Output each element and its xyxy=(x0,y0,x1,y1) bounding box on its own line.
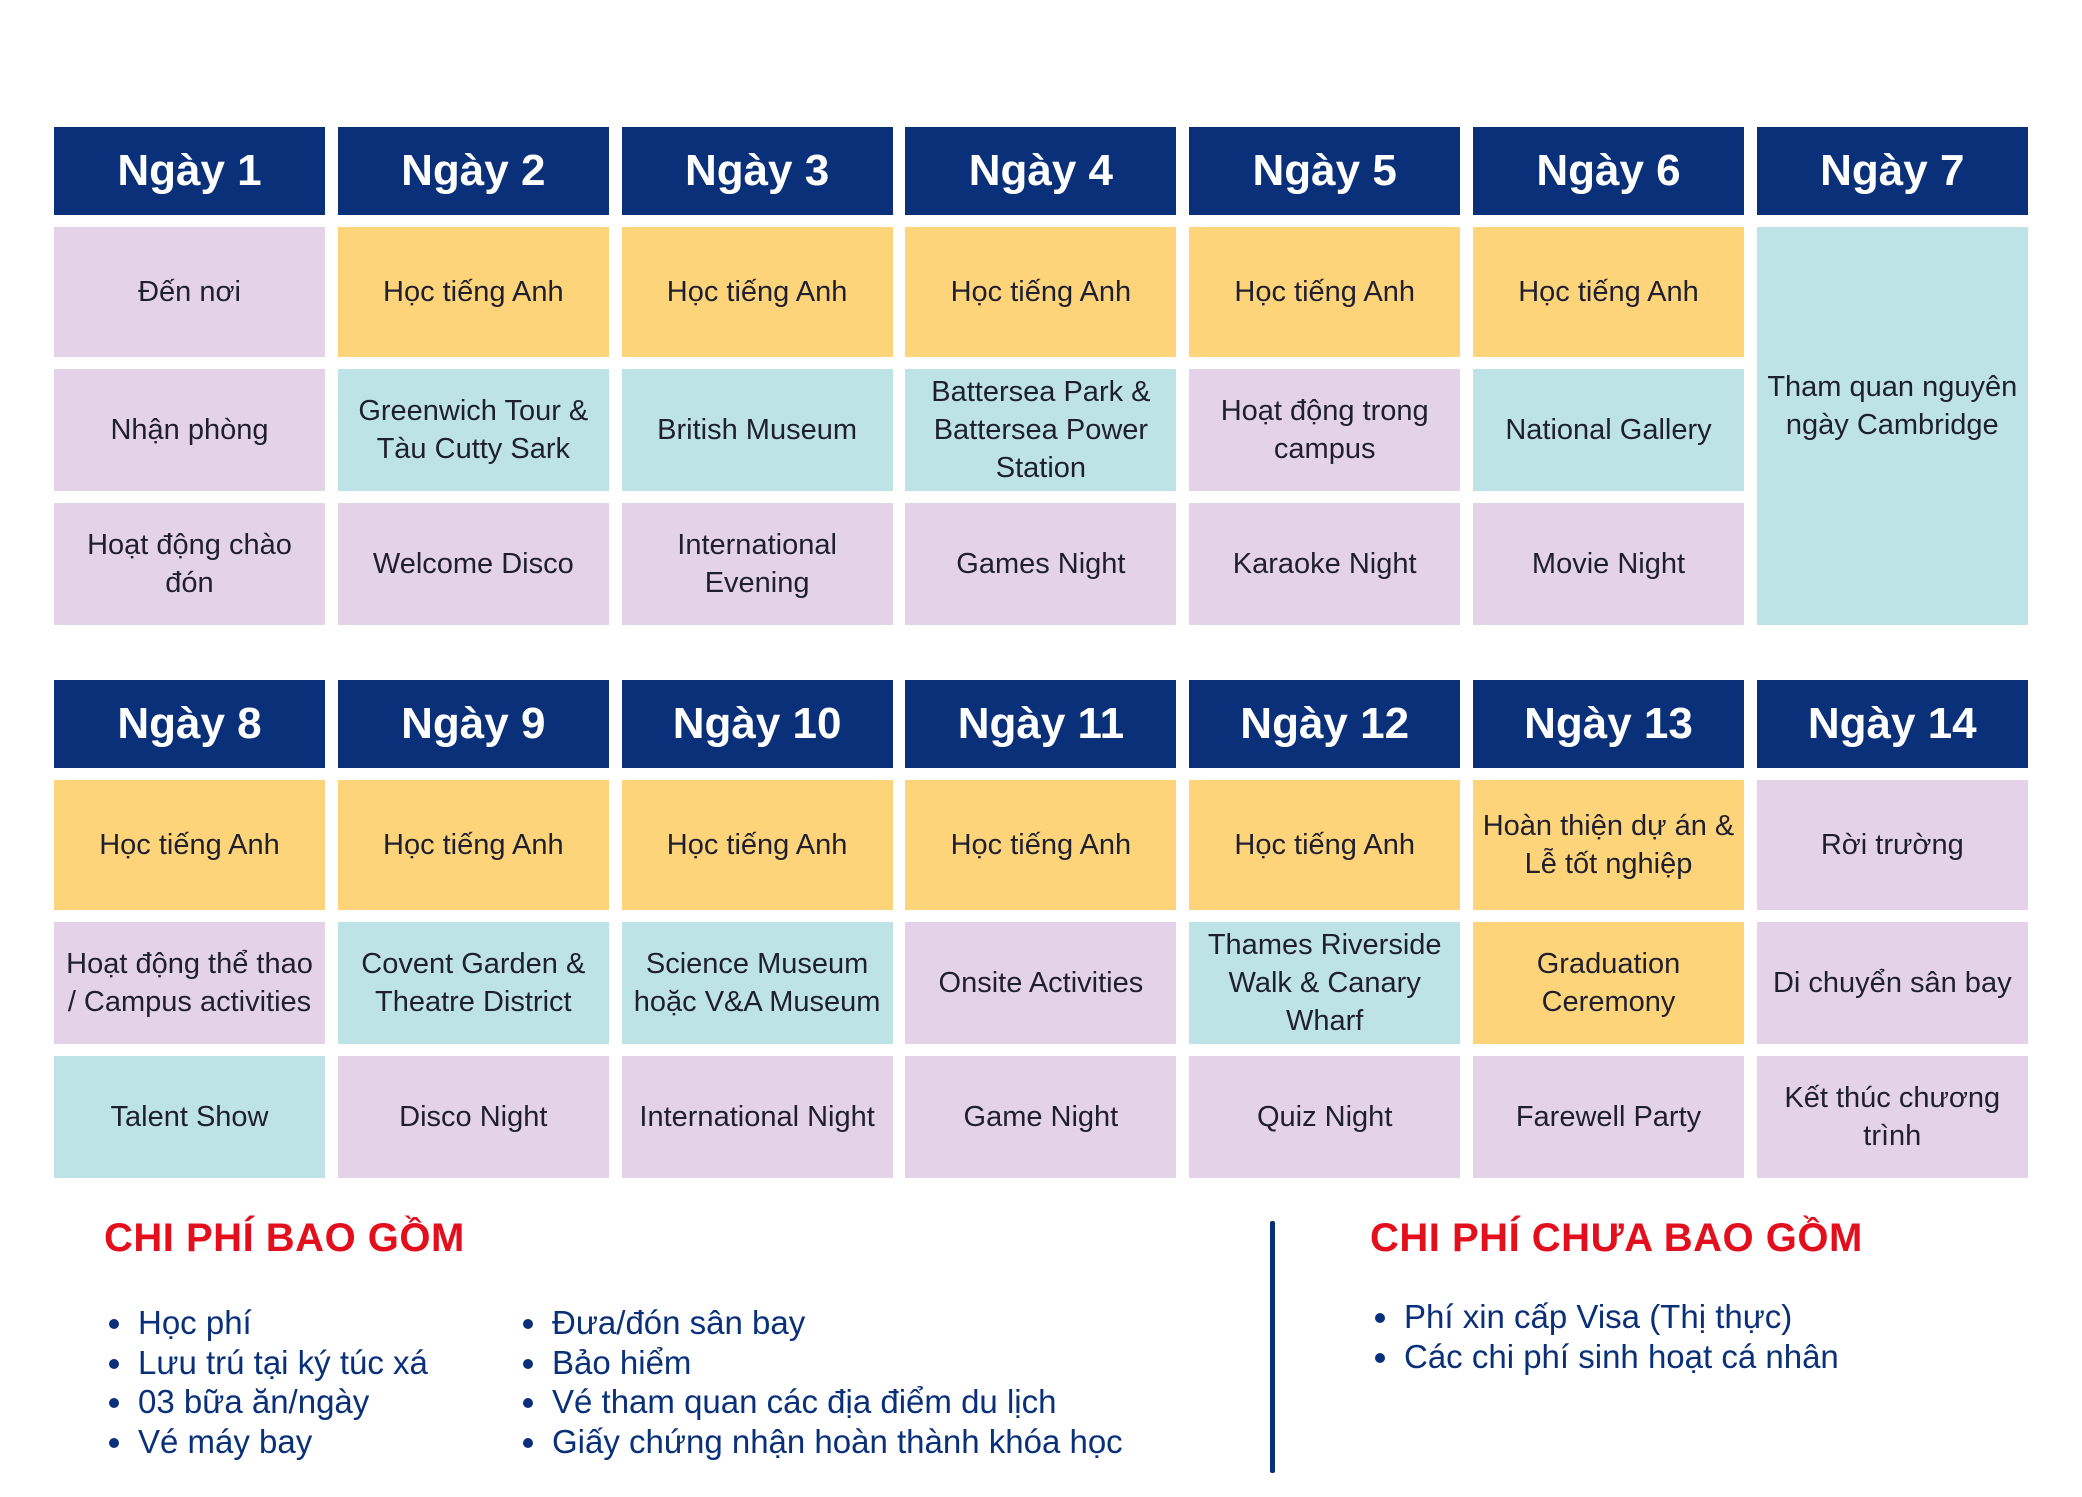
evening-activity: International Night xyxy=(622,1056,893,1178)
schedule-week-2 xyxy=(54,680,2028,1178)
morning-activity: Học tiếng Anh xyxy=(1189,227,1460,357)
morning-activity: Học tiếng Anh xyxy=(905,780,1176,910)
evening-activity: Talent Show xyxy=(54,1056,325,1178)
afternoon-activity: Graduation Ceremony xyxy=(1473,922,1744,1044)
afternoon-activity: Battersea Park & Battersea Power Station xyxy=(905,369,1176,491)
morning-activity: Học tiếng Anh xyxy=(622,227,893,357)
list-item: • Phí xin cấp Visa (Thị thực) xyxy=(1402,1297,1839,1337)
evening-activity: Disco Night xyxy=(338,1056,609,1178)
column-divider xyxy=(1270,1221,1275,1473)
evening-activity: Welcome Disco xyxy=(338,503,609,625)
list-item: • Học phí xyxy=(136,1303,428,1343)
evening-activity: Game Night xyxy=(905,1056,1176,1178)
afternoon-activity: Di chuyển sân bay xyxy=(1757,922,2028,1044)
afternoon-activity: Hoạt động trong campus xyxy=(1189,369,1460,491)
list-item: • Giấy chứng nhận hoàn thành khóa học xyxy=(550,1422,1123,1462)
day-header: Ngày 10 xyxy=(622,680,893,768)
afternoon-activity: British Museum xyxy=(622,369,893,491)
morning-activity: Học tiếng Anh xyxy=(622,780,893,910)
afternoon-activity: Thames Riverside Walk & Canary Wharf xyxy=(1189,922,1460,1044)
morning-activity: Hoàn thiện dự án & Lễ tốt nghiệp xyxy=(1473,780,1744,910)
evening-activity: Kết thúc chương trình xyxy=(1757,1056,2028,1178)
evening-activity: Movie Night xyxy=(1473,503,1744,625)
day-header: Ngày 12 xyxy=(1189,680,1460,768)
evening-activity: Games Night xyxy=(905,503,1176,625)
day-header: Ngày 14 xyxy=(1757,680,2028,768)
afternoon-activity: Science Museum hoặc V&A Museum xyxy=(622,922,893,1044)
excluded-costs-title: CHI PHÍ CHƯA BAO GỒM xyxy=(1370,1216,1863,1260)
list-item: • Vé máy bay xyxy=(136,1422,428,1462)
included-costs-title: CHI PHÍ BAO GỒM xyxy=(104,1216,465,1260)
day-header: Ngày 5 xyxy=(1189,127,1460,215)
day-header: Ngày 3 xyxy=(622,127,893,215)
cost-section xyxy=(0,1205,2082,1465)
afternoon-activity: Covent Garden & Theatre District xyxy=(338,922,609,1044)
evening-activity: Karaoke Night xyxy=(1189,503,1460,625)
day-header: Ngày 8 xyxy=(54,680,325,768)
day-header: Ngày 11 xyxy=(905,680,1176,768)
day-header: Ngày 13 xyxy=(1473,680,1744,768)
day-header: Ngày 1 xyxy=(54,127,325,215)
morning-activity: Học tiếng Anh xyxy=(1473,227,1744,357)
list-item: • Vé tham quan các địa điểm du lịch xyxy=(550,1382,1123,1422)
day-header: Ngày 2 xyxy=(338,127,609,215)
afternoon-activity: Nhận phòng xyxy=(54,369,325,491)
evening-activity: Farewell Party xyxy=(1473,1056,1744,1178)
full-day-excursion: Tham quan nguyên ngày Cambridge xyxy=(1757,227,2028,625)
afternoon-activity: Greenwich Tour & Tàu Cutty Sark xyxy=(338,369,609,491)
morning-activity: Học tiếng Anh xyxy=(338,780,609,910)
list-item: • Bảo hiểm xyxy=(550,1343,1123,1383)
morning-activity: Học tiếng Anh xyxy=(338,227,609,357)
evening-activity: International Evening xyxy=(622,503,893,625)
afternoon-activity: National Gallery xyxy=(1473,369,1744,491)
included-list-1 xyxy=(104,1303,428,1461)
excluded-list xyxy=(1370,1297,1839,1376)
list-item: • Các chi phí sinh hoạt cá nhân xyxy=(1402,1337,1839,1377)
afternoon-activity: Hoạt động thể thao / Campus activities xyxy=(54,922,325,1044)
morning-activity: Học tiếng Anh xyxy=(1189,780,1460,910)
included-list-2 xyxy=(518,1303,1123,1461)
day-header: Ngày 4 xyxy=(905,127,1176,215)
morning-activity: Đến nơi xyxy=(54,227,325,357)
day-header: Ngày 6 xyxy=(1473,127,1744,215)
list-item: • Lưu trú tại ký túc xá xyxy=(136,1343,428,1383)
evening-activity: Quiz Night xyxy=(1189,1056,1460,1178)
morning-activity: Học tiếng Anh xyxy=(905,227,1176,357)
evening-activity: Hoạt động chào đón xyxy=(54,503,325,625)
afternoon-activity: Onsite Activities xyxy=(905,922,1176,1044)
list-item: • Đưa/đón sân bay xyxy=(550,1303,1123,1343)
day-header: Ngày 9 xyxy=(338,680,609,768)
morning-activity: Rời trường xyxy=(1757,780,2028,910)
schedule-week-1 xyxy=(54,127,2028,625)
day-header: Ngày 7 xyxy=(1757,127,2028,215)
list-item: • 03 bữa ăn/ngày xyxy=(136,1382,428,1422)
morning-activity: Học tiếng Anh xyxy=(54,780,325,910)
